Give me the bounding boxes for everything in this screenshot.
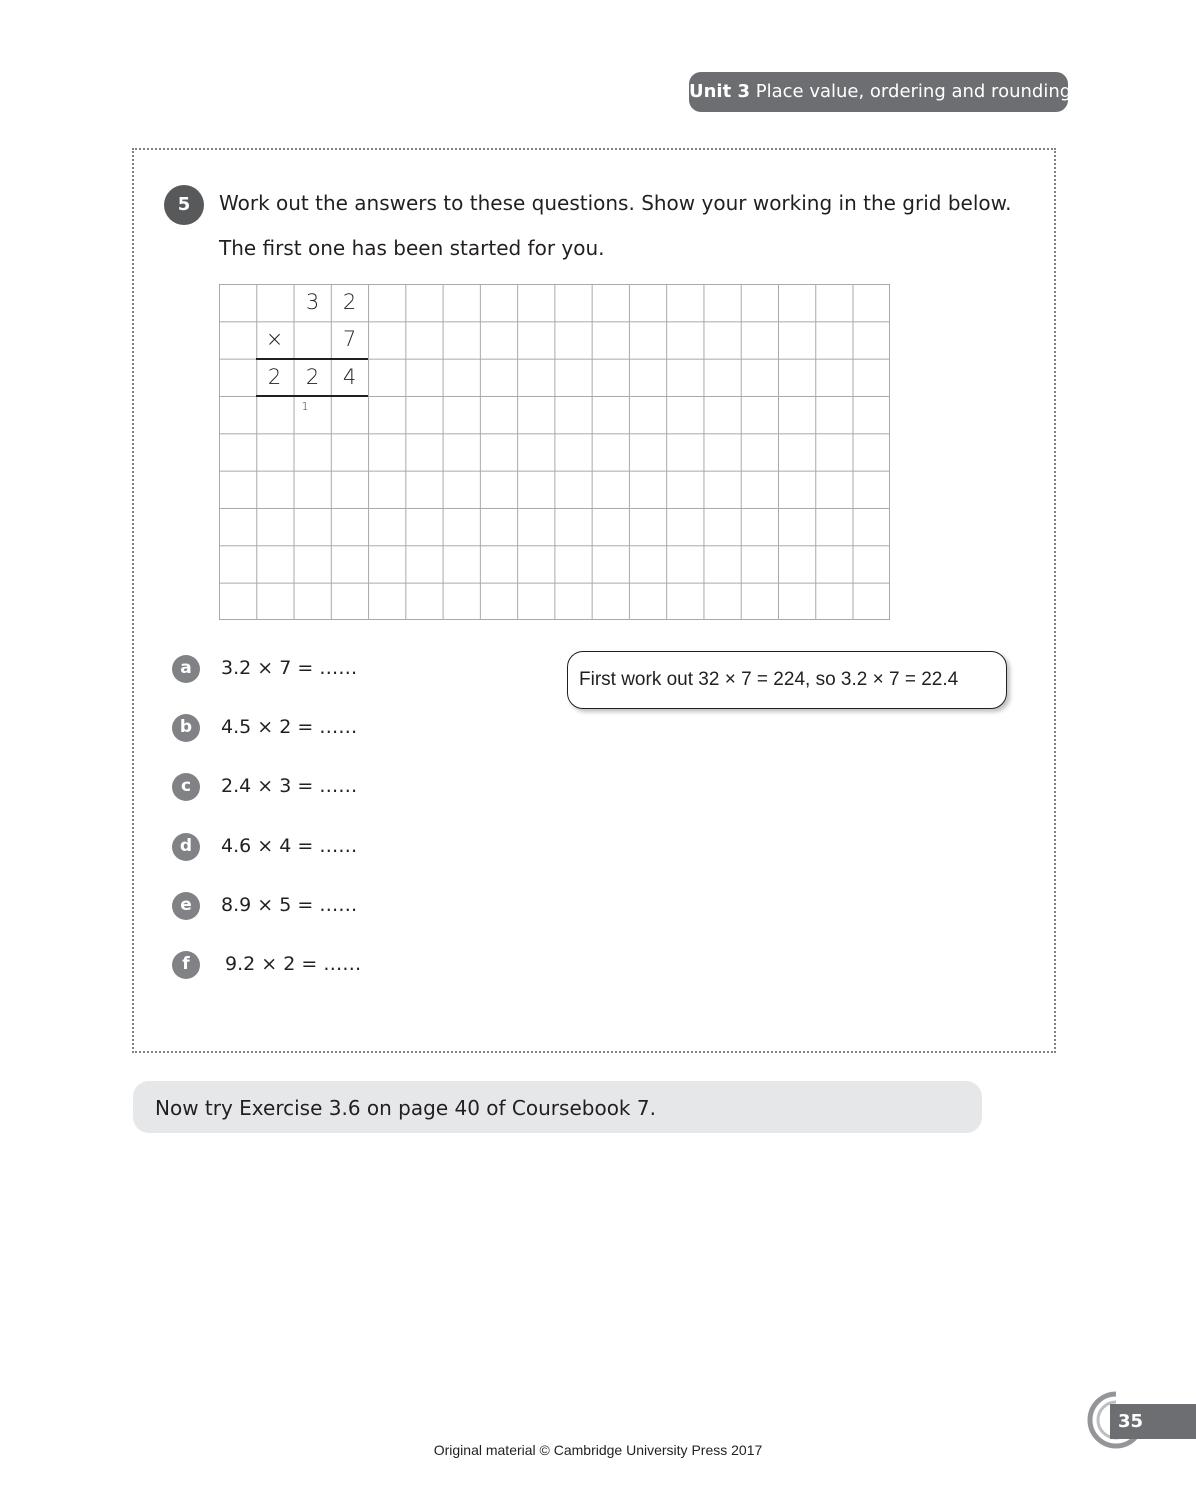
unit-title: Place value, ordering and rounding (755, 81, 1072, 102)
grid-multiply-sign: × (265, 327, 284, 351)
unit-header-tab (689, 72, 1072, 112)
question-instruction: Work out the answers to these questions. Show your working in the grid below. (219, 191, 1012, 215)
hint-callout: First work out 32 × 7 = 224, so 3.2 × 7 = 22.4 (567, 651, 1007, 709)
part-a-expression: 3.2 × 7 = …… (221, 657, 358, 679)
part-f-badge: f (172, 951, 200, 979)
part-e-badge: e (172, 892, 200, 920)
part-c-badge: c (172, 773, 200, 801)
carry-digit: 1 (301, 400, 309, 413)
question-number: 5 (164, 185, 204, 225)
grid-digit: 2 (342, 290, 357, 314)
part-b-expression: 4.5 × 2 = …… (221, 716, 358, 738)
part-c-expression: 2.4 × 3 = …… (221, 775, 358, 797)
grid-digit: 3 (305, 290, 320, 314)
part-f-expression: 9.2 × 2 = …… (225, 953, 362, 975)
grid-digit: 7 (342, 327, 357, 351)
grid-digit: 2 (305, 365, 320, 389)
part-b-badge: b (172, 714, 200, 742)
part-e-expression: 8.9 × 5 = …… (221, 894, 358, 916)
part-d-badge: d (172, 833, 200, 861)
copyright-footer: Original material © Cambridge University Press 2017 (433, 1442, 763, 1458)
working-grid[interactable] (219, 284, 890, 620)
now-try-banner: Now try Exercise 3.6 on page 40 of Coursebook 7. (133, 1081, 982, 1133)
part-a-badge: a (172, 655, 200, 683)
page-number: 35 (1110, 1404, 1196, 1439)
grid-digit: 2 (267, 365, 282, 389)
unit-label: Unit 3 (689, 81, 750, 102)
question-subinstruction: The first one has been started for you. (219, 236, 605, 260)
part-d-expression: 4.6 × 4 = …… (221, 835, 358, 857)
grid-digit: 4 (342, 365, 357, 389)
